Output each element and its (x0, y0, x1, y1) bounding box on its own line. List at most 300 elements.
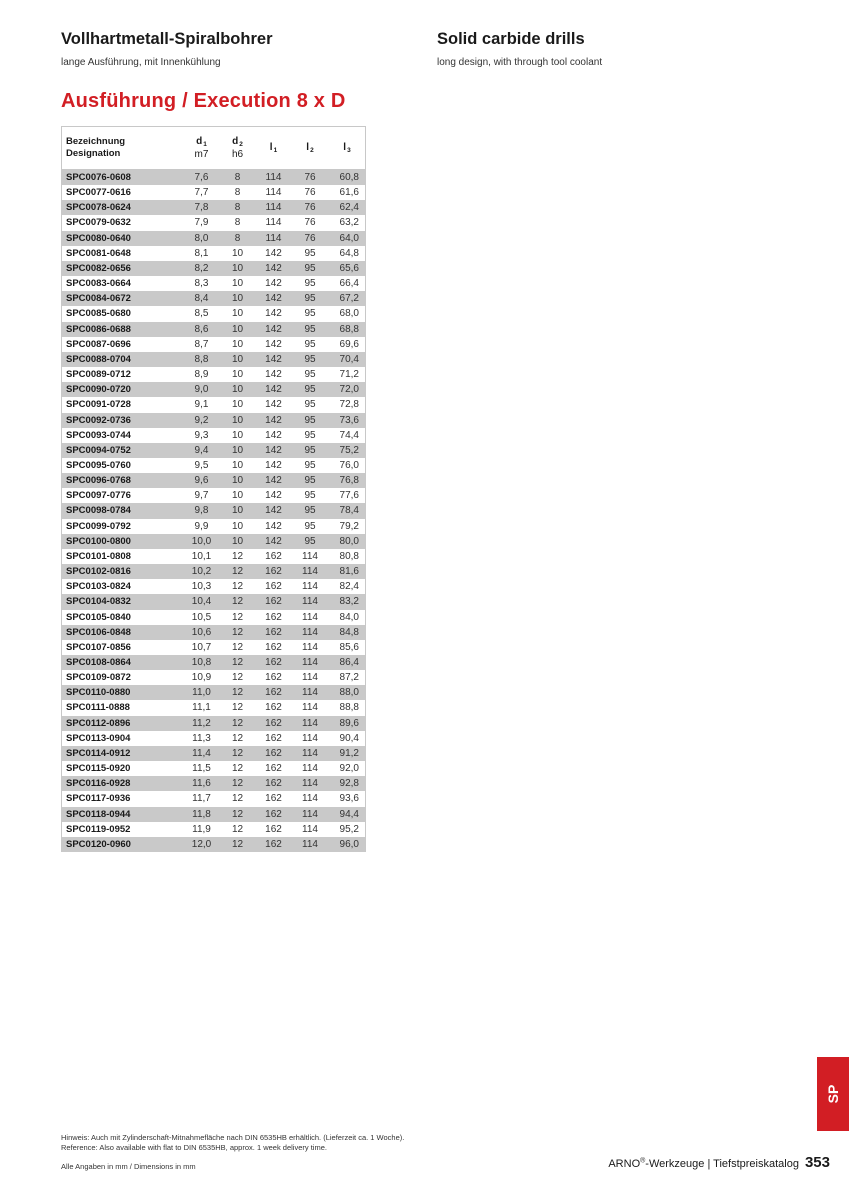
cell-l1: 162 (265, 732, 282, 744)
cell-d1: 9,1 (194, 399, 209, 411)
cell-l1: 162 (265, 581, 282, 593)
cell-designation: SPC0115-0920 (66, 763, 131, 775)
cell-l3: 64,0 (329, 231, 365, 246)
cell-l3: 73,6 (329, 413, 365, 428)
cell-l2: 114 (302, 763, 318, 775)
table-row (62, 791, 365, 806)
cell-designation: SPC0076-0608 (62, 170, 184, 186)
header-d1 (184, 127, 219, 170)
cell-d1: 9,0 (184, 382, 219, 397)
cell-d1: 7,8 (184, 200, 219, 215)
cell-designation: SPC0078-0624 (62, 200, 184, 215)
cell-d1: 7,9 (194, 217, 209, 229)
cell-l2: 114 (291, 564, 329, 579)
table-row (62, 625, 365, 640)
cell-l3: 80,0 (329, 534, 365, 549)
cell-l2: 95 (304, 308, 316, 320)
header-l3-symbol: l (343, 141, 347, 153)
cell-d1: 9,9 (194, 520, 209, 532)
header-d2-sub: 2 (239, 140, 243, 148)
cell-designation: SPC0096-0768 (62, 473, 184, 488)
cell-l3: 86,4 (329, 655, 365, 670)
cell-d2: 12 (231, 581, 244, 593)
table-row (62, 488, 365, 503)
cell-l3: 80,8 (339, 550, 359, 562)
table-row (62, 458, 365, 473)
table-row (62, 322, 365, 337)
table-row (62, 761, 365, 776)
cell-l3: 84,0 (339, 611, 359, 623)
cell-designation: SPC0101-0808 (66, 550, 131, 562)
cell-designation: SPC0120-0960 (62, 837, 184, 852)
table-row (62, 231, 365, 246)
cell-d2: 12 (231, 641, 244, 653)
cell-l3: 89,6 (329, 716, 365, 731)
header-designation-de: Bezeichnung (66, 136, 126, 147)
cell-d1: 9,6 (184, 473, 219, 488)
cell-l3: 92,8 (329, 776, 365, 791)
table-body (62, 170, 365, 853)
cell-d2: 10 (219, 413, 256, 428)
cell-d2: 10 (231, 369, 244, 381)
table-row (62, 579, 365, 594)
cell-l2: 95 (291, 413, 329, 428)
cell-l2: 95 (304, 490, 316, 502)
cell-l2: 95 (304, 247, 316, 259)
cell-l2: 95 (304, 399, 316, 411)
cell-designation: SPC0091-0728 (66, 399, 131, 411)
cell-l1: 142 (256, 291, 291, 306)
cell-l1: 142 (265, 278, 282, 290)
cell-d1: 8,0 (184, 231, 219, 246)
cell-l3: 67,2 (329, 291, 365, 306)
cell-designation: SPC0082-0656 (62, 261, 184, 276)
cell-l1: 162 (256, 594, 291, 609)
cell-d1: 8,9 (194, 369, 209, 381)
cell-l1: 142 (265, 429, 282, 441)
cell-d1: 11,4 (184, 746, 219, 761)
subtitle-en: long design, with through tool coolant (437, 57, 603, 68)
cell-l3: 91,2 (329, 746, 365, 761)
cell-l1: 162 (256, 564, 291, 579)
cell-l1: 142 (265, 490, 282, 502)
table-row (62, 700, 365, 715)
cell-d2: 12 (219, 594, 256, 609)
cell-l3: 64,8 (339, 247, 359, 259)
cell-l2: 95 (304, 338, 316, 350)
table-row (62, 746, 365, 761)
header-l1 (256, 127, 291, 170)
cell-d2: 10 (231, 459, 244, 471)
cell-l3: 76,0 (339, 459, 359, 471)
cell-designation: SPC0090-0720 (62, 382, 184, 397)
table-row (62, 185, 365, 200)
cell-l2: 95 (304, 429, 316, 441)
cell-d2: 10 (231, 247, 244, 259)
cell-d2: 12 (219, 625, 256, 640)
cell-l3: 82,4 (339, 581, 359, 593)
cell-d1: 9,3 (194, 429, 209, 441)
cell-l1: 162 (256, 746, 291, 761)
cell-l2: 95 (291, 291, 329, 306)
footer-catalog: -Werkzeuge | Tiefstpreiskatalog (645, 1158, 799, 1170)
cell-d1: 10,1 (191, 550, 212, 562)
cell-l1: 162 (265, 611, 282, 623)
cell-l2: 114 (302, 672, 318, 684)
cell-l2: 114 (302, 641, 318, 653)
cell-l3: 93,6 (339, 793, 359, 805)
cell-d1: 10,3 (191, 581, 212, 593)
cell-l2: 95 (304, 459, 316, 471)
cell-l1: 142 (256, 534, 291, 549)
table-row (62, 306, 365, 321)
table-row (62, 428, 365, 443)
cell-l1: 142 (256, 413, 291, 428)
table-row (62, 519, 365, 534)
cell-l2: 114 (302, 823, 318, 835)
cell-d2: 12 (231, 823, 244, 835)
cell-designation: SPC0107-0856 (66, 641, 131, 653)
table-row (62, 291, 365, 306)
cell-l3: 90,4 (339, 732, 359, 744)
cell-l1: 162 (265, 763, 282, 775)
cell-designation: SPC0119-0952 (66, 823, 131, 835)
cell-d2: 12 (231, 732, 244, 744)
cell-d2: 12 (219, 837, 256, 852)
cell-d1: 10,4 (184, 594, 219, 609)
footer-registered: ® (640, 1157, 646, 1165)
cell-designation: SPC0110-0880 (62, 685, 184, 700)
cell-d2: 10 (219, 443, 256, 458)
cell-designation: SPC0093-0744 (66, 429, 131, 441)
cell-l2: 114 (291, 837, 329, 852)
table-row (62, 276, 365, 291)
cell-designation: SPC0108-0864 (62, 655, 184, 670)
cell-d2: 12 (219, 655, 256, 670)
cell-l3: 60,8 (329, 170, 365, 186)
cell-l2: 95 (291, 322, 329, 337)
table-row (62, 473, 365, 488)
cell-d1: 9,2 (184, 413, 219, 428)
cell-l1: 142 (256, 382, 291, 397)
cell-d2: 10 (231, 338, 244, 350)
title-de: Vollhartmetall-Spiralbohrer (61, 30, 273, 48)
cell-designation: SPC0117-0936 (66, 793, 131, 805)
cell-l2: 114 (302, 702, 318, 714)
cell-l1: 162 (256, 807, 291, 822)
cell-l1: 142 (256, 261, 291, 276)
cell-d2: 8 (234, 187, 241, 199)
cell-l2: 114 (291, 716, 329, 731)
header-d1-sub: 1 (203, 140, 207, 148)
cell-l1: 114 (256, 231, 291, 246)
cell-l1: 162 (256, 776, 291, 791)
cell-l1: 114 (265, 187, 282, 199)
cell-designation: SPC0098-0784 (62, 503, 184, 518)
cell-designation: SPC0097-0776 (66, 490, 131, 502)
table-row (62, 397, 365, 412)
cell-d1: 7,6 (184, 170, 219, 186)
header-l2-symbol: l (306, 141, 310, 153)
section-tab-label: SP (825, 1084, 841, 1104)
cell-d1: 10,2 (184, 564, 219, 579)
cell-l3: 62,4 (329, 200, 365, 215)
cell-l1: 142 (265, 369, 282, 381)
header-l2 (291, 127, 329, 170)
cell-designation: SPC0109-0872 (66, 672, 131, 684)
cell-d1: 11,2 (184, 716, 219, 731)
cell-l2: 114 (302, 550, 318, 562)
cell-d2: 12 (219, 746, 256, 761)
cell-designation: SPC0088-0704 (62, 352, 184, 367)
table-row (62, 731, 365, 746)
table-row (62, 413, 365, 428)
header-l3-sub: 3 (347, 146, 351, 154)
cell-d2: 12 (219, 685, 256, 700)
footnote-en: Reference: Also available with flat to DIN 6535HB, approx. 1 week delivery time. (61, 1142, 327, 1152)
cell-designation: SPC0089-0712 (66, 369, 131, 381)
cell-l2: 114 (291, 655, 329, 670)
cell-l2: 95 (291, 443, 329, 458)
cell-l1: 114 (256, 200, 291, 215)
table-row (62, 503, 365, 518)
cell-l2: 95 (291, 534, 329, 549)
cell-l3: 96,0 (329, 837, 365, 852)
cell-l3: 78,4 (329, 503, 365, 518)
header-d2-unit: h6 (231, 148, 244, 160)
header-l3 (329, 127, 365, 170)
footnote (61, 1133, 404, 1152)
cell-d1: 8,5 (194, 308, 209, 320)
table-row (62, 670, 365, 685)
cell-l1: 142 (256, 443, 291, 458)
cell-l3: 69,6 (339, 338, 359, 350)
cell-d2: 10 (231, 490, 244, 502)
cell-d1: 11,7 (192, 793, 211, 805)
cell-d1: 9,7 (194, 490, 209, 502)
cell-d2: 10 (219, 322, 256, 337)
cell-d1: 10,7 (191, 641, 212, 653)
page-number: 353 (804, 1154, 830, 1171)
cell-l1: 142 (256, 473, 291, 488)
cell-designation: SPC0103-0824 (66, 581, 131, 593)
cell-d2: 10 (219, 291, 256, 306)
cell-l1: 142 (265, 338, 282, 350)
header-d2 (219, 127, 256, 170)
cell-d2: 10 (219, 473, 256, 488)
cell-l1: 162 (256, 685, 291, 700)
product-table (62, 127, 365, 852)
cell-designation: SPC0106-0848 (62, 625, 184, 640)
cell-l2: 114 (291, 594, 329, 609)
cell-d1: 8,8 (184, 352, 219, 367)
cell-d2: 12 (219, 564, 256, 579)
cell-l3: 74,4 (339, 429, 359, 441)
cell-d2: 12 (231, 611, 244, 623)
cell-designation: SPC0102-0816 (62, 564, 184, 579)
cell-l2: 114 (302, 732, 318, 744)
cell-l2: 76 (304, 217, 316, 229)
header-d1-unit: m7 (194, 148, 209, 160)
header-d2-symbol: d (232, 135, 239, 147)
cell-d1: 11,3 (192, 732, 211, 744)
cell-l2: 95 (291, 503, 329, 518)
header-designation (62, 127, 184, 170)
cell-designation: SPC0094-0752 (62, 443, 184, 458)
units-note: Alle Angaben in mm / Dimensions in mm (61, 1162, 196, 1171)
cell-d1: 10,0 (184, 534, 219, 549)
cell-d1: 11,8 (184, 807, 219, 822)
cell-d1: 8,4 (184, 291, 219, 306)
cell-d2: 10 (219, 261, 256, 276)
cell-designation: SPC0118-0944 (62, 807, 184, 822)
cell-d1: 8,7 (194, 338, 209, 350)
cell-l2: 95 (291, 261, 329, 276)
cell-d1: 11,1 (192, 702, 211, 714)
cell-l1: 142 (256, 352, 291, 367)
cell-d1: 9,8 (184, 503, 219, 518)
table-row (62, 807, 365, 822)
cell-l1: 114 (256, 170, 291, 186)
table-row (62, 594, 365, 609)
cell-d2: 10 (219, 534, 256, 549)
cell-designation: SPC0111-0888 (66, 702, 130, 714)
cell-l1: 142 (265, 247, 282, 259)
cell-l3: 68,0 (339, 308, 359, 320)
cell-l1: 114 (265, 217, 282, 229)
section-heading: Ausführung / Execution 8 x D (61, 90, 346, 112)
cell-d1: 8,6 (184, 322, 219, 337)
cell-l1: 142 (256, 503, 291, 518)
cell-l2: 95 (304, 520, 316, 532)
cell-d2: 10 (219, 503, 256, 518)
cell-l3: 83,2 (329, 594, 365, 609)
cell-l1: 162 (265, 793, 282, 805)
cell-designation: SPC0077-0616 (66, 187, 131, 199)
cell-d1: 9,4 (184, 443, 219, 458)
cell-l2: 114 (291, 776, 329, 791)
subtitle-de: lange Ausführung, mit Innenkühlung (61, 57, 221, 68)
table-row (62, 837, 365, 852)
cell-l3: 75,2 (329, 443, 365, 458)
cell-d1: 10,9 (191, 672, 212, 684)
cell-l2: 95 (304, 278, 316, 290)
cell-d1: 7,7 (194, 187, 209, 199)
cell-d2: 12 (231, 672, 244, 684)
cell-l3: 79,2 (339, 520, 359, 532)
cell-l3: 65,6 (329, 261, 365, 276)
cell-l1: 142 (265, 308, 282, 320)
cell-l1: 162 (265, 550, 282, 562)
cell-d1: 8,1 (194, 247, 209, 259)
cell-d2: 8 (219, 200, 256, 215)
cell-d1: 8,2 (184, 261, 219, 276)
cell-designation: SPC0086-0688 (62, 322, 184, 337)
cell-d2: 12 (231, 550, 244, 562)
cell-l2: 76 (304, 187, 316, 199)
cell-l1: 142 (265, 399, 282, 411)
cell-d1: 11,9 (192, 823, 211, 835)
page-footer (608, 1154, 830, 1171)
cell-d1: 12,0 (184, 837, 219, 852)
cell-d1: 10,8 (184, 655, 219, 670)
table-row (62, 200, 365, 215)
cell-l3: 81,6 (329, 564, 365, 579)
cell-designation: SPC0081-0648 (66, 247, 131, 259)
cell-l3: 77,6 (339, 490, 359, 502)
table-row (62, 564, 365, 579)
cell-d1: 10,5 (191, 611, 212, 623)
table-row (62, 685, 365, 700)
cell-d2: 12 (219, 776, 256, 791)
cell-designation: SPC0083-0664 (66, 278, 131, 290)
cell-d2: 8 (219, 170, 256, 186)
cell-l3: 88,8 (339, 702, 359, 714)
table-header-row (62, 127, 365, 170)
table-row (62, 215, 365, 230)
cell-d2: 10 (219, 352, 256, 367)
cell-l3: 94,4 (329, 807, 365, 822)
cell-l2: 76 (291, 231, 329, 246)
table-row (62, 822, 365, 837)
cell-l3: 95,2 (339, 823, 359, 835)
table-row (62, 549, 365, 564)
cell-d1: 9,5 (194, 459, 209, 471)
cell-l1: 162 (256, 625, 291, 640)
product-table-container (61, 126, 366, 852)
cell-l3: 71,2 (339, 369, 359, 381)
cell-l3: 63,2 (339, 217, 359, 229)
title-en: Solid carbide drills (437, 30, 585, 48)
cell-d2: 12 (219, 807, 256, 822)
cell-d2: 8 (219, 231, 256, 246)
cell-l3: 68,8 (329, 322, 365, 337)
cell-l1: 142 (256, 322, 291, 337)
cell-l1: 162 (265, 641, 282, 653)
cell-designation: SPC0084-0672 (62, 291, 184, 306)
cell-l1: 162 (256, 655, 291, 670)
cell-designation: SPC0113-0904 (66, 732, 131, 744)
cell-d2: 10 (231, 278, 244, 290)
cell-l3: 72,0 (329, 382, 365, 397)
cell-d2: 12 (219, 716, 256, 731)
cell-l2: 95 (304, 369, 316, 381)
cell-l2: 114 (302, 611, 318, 623)
cell-l2: 95 (291, 352, 329, 367)
cell-l2: 114 (291, 625, 329, 640)
cell-l2: 95 (291, 382, 329, 397)
cell-l1: 162 (265, 702, 282, 714)
cell-d2: 10 (219, 382, 256, 397)
cell-designation: SPC0092-0736 (62, 413, 184, 428)
table-row (62, 640, 365, 655)
cell-l2: 76 (291, 170, 329, 186)
cell-l3: 70,4 (329, 352, 365, 367)
cell-d1: 11,6 (184, 776, 219, 791)
cell-l3: 87,2 (339, 672, 359, 684)
cell-designation: SPC0099-0792 (66, 520, 131, 532)
cell-l2: 114 (302, 581, 318, 593)
cell-d1: 11,5 (192, 763, 211, 775)
header-l1-symbol: l (269, 141, 273, 153)
section-tab (817, 1057, 849, 1131)
cell-d2: 10 (231, 429, 244, 441)
cell-d2: 10 (231, 520, 244, 532)
header-d1-symbol: d (196, 135, 203, 147)
cell-l3: 85,6 (339, 641, 359, 653)
cell-d2: 10 (231, 399, 244, 411)
cell-designation: SPC0100-0800 (62, 534, 184, 549)
